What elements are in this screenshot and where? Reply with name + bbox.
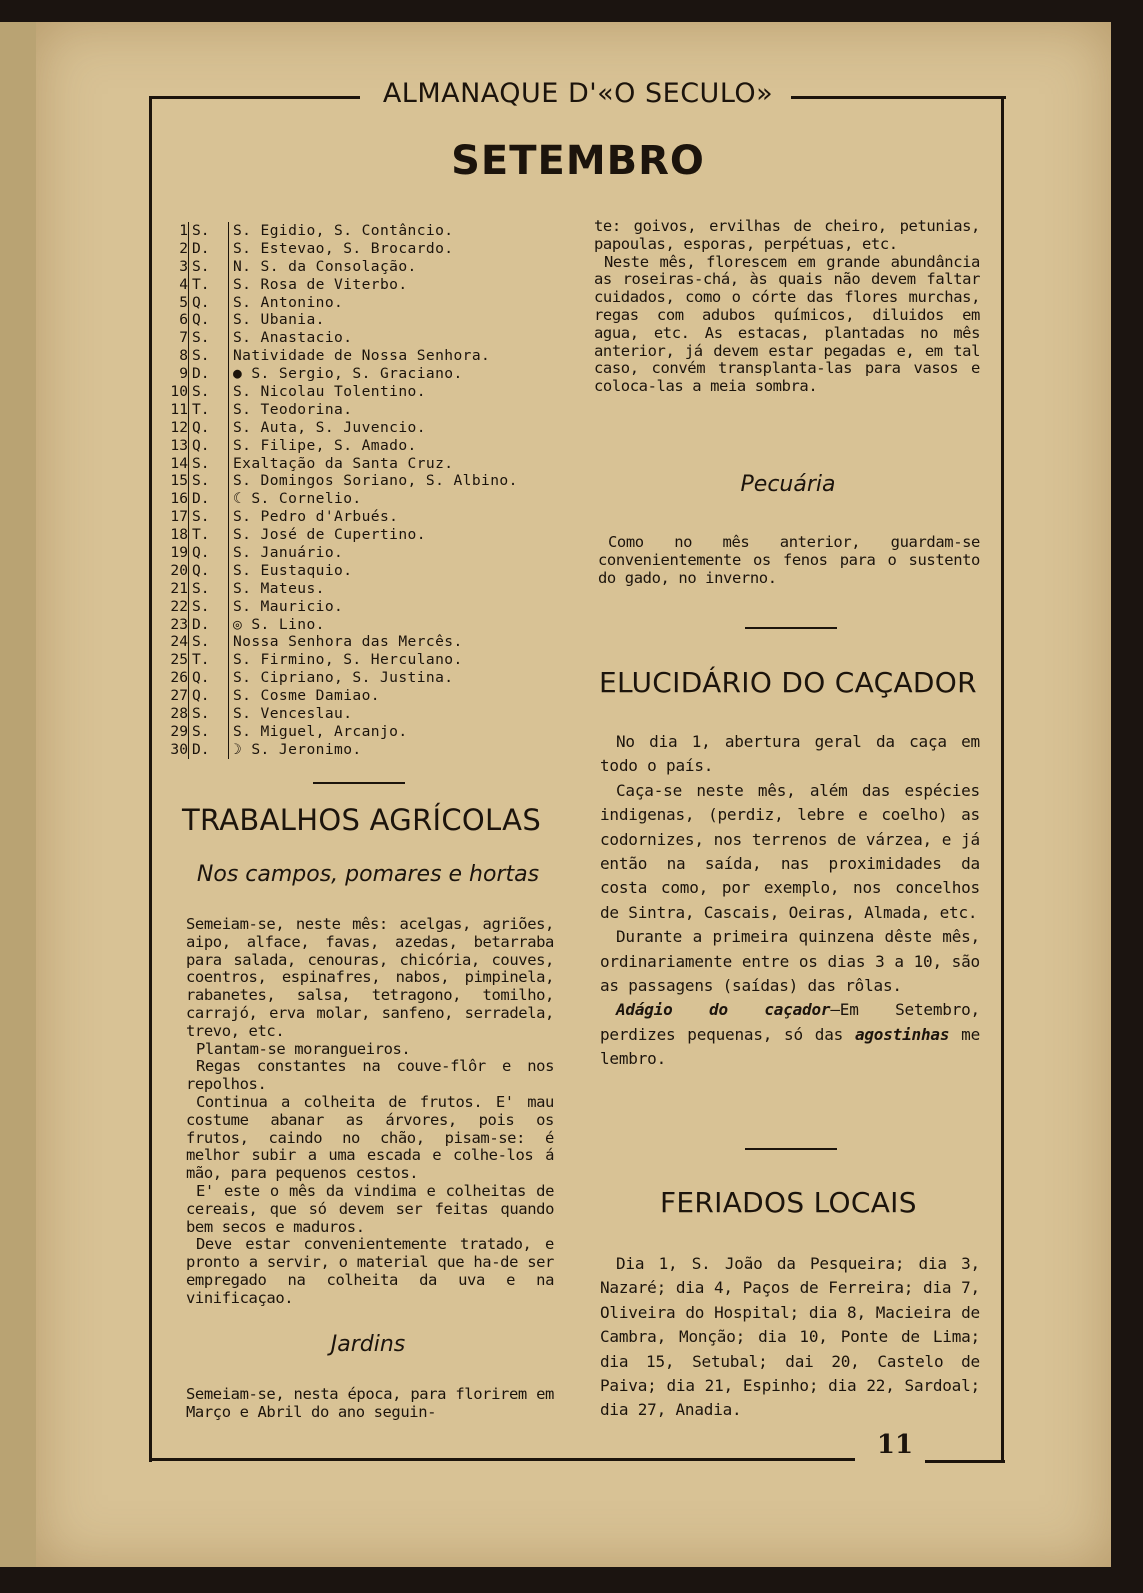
- calendar-weekday: D.: [188, 365, 228, 383]
- calendar-day: 5: [179, 293, 188, 311]
- jardins-text: [186, 1386, 554, 1422]
- adagio-label: Adágio do caçador: [616, 1000, 831, 1020]
- adagio-emphasis: agostinhas: [854, 1024, 950, 1044]
- calendar-saint: S. Eustaquio.: [228, 562, 352, 580]
- cacador-text: [600, 730, 980, 1072]
- adagio-text: —Em Setembro, perdizes pequenas, só das: [600, 1000, 980, 1044]
- section-divider: [745, 1148, 837, 1150]
- jardins-paragraph: Semeiam-se, nesta época, para florirem em Março e Abril do ano seguin-: [186, 1385, 554, 1421]
- calendar-weekday: S.: [188, 723, 228, 741]
- month-title: SETEMBRO: [451, 138, 705, 184]
- calendar-weekday: Q.: [188, 437, 228, 455]
- trabalhos-subtitle: Nos campos, pomares e hortas: [196, 862, 540, 887]
- calendar-row: [166, 633, 586, 651]
- calendar-weekday: D.: [188, 240, 228, 258]
- cacador-adagio: [600, 998, 980, 1071]
- calendar-weekday: S.: [188, 222, 228, 240]
- calendar-row: [166, 687, 586, 705]
- frame-rule-right: [1001, 96, 1004, 1462]
- calendar-day: 25: [170, 651, 188, 669]
- frame-rule-bottom: [150, 1458, 855, 1461]
- calendar-day: 11: [170, 400, 188, 418]
- calendar-weekday: Q.: [188, 669, 228, 687]
- calendar-day: 19: [170, 544, 188, 562]
- calendar-day: 10: [170, 383, 188, 401]
- calendar-day: 29: [170, 722, 188, 740]
- calendar-weekday: S.: [188, 598, 228, 616]
- frame-rule-bottom-right: [925, 1460, 1005, 1463]
- calendar-saint: S. Januário.: [228, 544, 343, 562]
- calendar-saint: S. José de Cupertino.: [228, 526, 426, 544]
- calendar-day: 23: [170, 615, 188, 633]
- header-rule-left: [150, 96, 360, 99]
- jardins-title: Jardins: [330, 1332, 406, 1357]
- calendar-weekday: S.: [188, 508, 228, 526]
- calendar-saint: S. Auta, S. Juvencio.: [228, 419, 426, 437]
- calendar-day: 6: [179, 311, 188, 329]
- feriados-text: [600, 1252, 980, 1423]
- calendar-row: [166, 651, 586, 669]
- calendar-day: 4: [179, 275, 188, 293]
- cacador-paragraph: Caça-se neste mês, além das espécies indigenas, (perdiz, lebre e coelho) as codornizes, nos terrenos de várzea, e já então na saída, nas proximidades da costa como, por exemplo, nos concelhos de Sintra, Cascais, Oeiras, Almada, etc.: [600, 780, 980, 922]
- jardins-paragraph: Neste mês, florescem em grande abundância as roseiras-chá, às quais não devem faltar cuidados, como o córte das flores murchas, regas com adubos químicos, diluidos em agua, etc. As estacas, plantadas no mês anterior, já devem estar pegadas e, em tal caso, convém transplanta-las para vasos e coloca-las a meia sombra.: [594, 252, 980, 396]
- section-divider: [313, 782, 405, 784]
- calendar-weekday: S.: [188, 455, 228, 473]
- calendar-weekday: T.: [188, 401, 228, 419]
- cacador-paragraph: Durante a primeira quinzena dêste mês, ordinariamente entre os dias 3 a 10, são as passagens (saídas) das rôlas.: [600, 927, 980, 996]
- trabalhos-text: [186, 916, 554, 1308]
- trabalhos-paragraph: Deve estar convenientemente tratado, e pronto a servir, o material que ha-de ser empregado na colheita da uva e na vinificaçao.: [186, 1235, 554, 1307]
- feriados-paragraph: Dia 1, S. João da Pesqueira; dia 3, Nazaré; dia 4, Paços de Ferreira; dia 7, Oliveira do Hospital; dia 8, Macieira de Cambra, Monção; dia 10, Ponte de Lima; dia 15, Setubal; dai 20, Castelo de Paiva; dia 21, Espinho; dia 22, Sardoal; dia 27, Anadia.: [600, 1254, 980, 1420]
- calendar-row: [166, 383, 586, 401]
- calendar-row: [166, 705, 586, 723]
- cacador-title: ELUCIDÁRIO DO CAÇADOR: [599, 666, 977, 699]
- calendar-row: [166, 580, 586, 598]
- calendar-saint: Exaltação da Santa Cruz.: [228, 455, 453, 473]
- calendar-row: [166, 598, 586, 616]
- calendar-day: 13: [170, 436, 188, 454]
- calendar-row: [166, 329, 586, 347]
- calendar-saint: Nossa Senhora das Mercês.: [228, 633, 463, 651]
- calendar-weekday: Q.: [188, 311, 228, 329]
- calendar-saint: S. Mauricio.: [228, 598, 343, 616]
- calendar-row: [166, 616, 586, 634]
- calendar-row: [166, 669, 586, 687]
- calendar-row: [166, 437, 586, 455]
- calendar-saint: S. Estevao, S. Brocardo.: [228, 240, 453, 258]
- calendar-weekday: D.: [188, 616, 228, 634]
- calendar-weekday: S.: [188, 580, 228, 598]
- calendar-saint: ● S. Sergio, S. Graciano.: [228, 365, 463, 383]
- calendar-weekday: T.: [188, 526, 228, 544]
- calendar-day: 8: [179, 347, 188, 365]
- calendar-weekday: S.: [188, 258, 228, 276]
- calendar-day: 9: [179, 365, 188, 383]
- calendar-weekday: S.: [188, 633, 228, 651]
- calendar-weekday: D.: [188, 741, 228, 759]
- trabalhos-paragraph: Semeiam-se, neste mês: acelgas, agriões, aipo, alface, favas, azedas, betarraba para salada, cenouras, chicória, couves, coentros, espinafres, nabos, pimpinela, rabanetes, salsa, tetragono, tomilho, carrajó, erva molar, sanfeno, serradela, trevo, etc.: [186, 915, 554, 1040]
- pecuaria-title: Pecuária: [740, 472, 836, 497]
- calendar-weekday: Q.: [188, 294, 228, 312]
- calendar-row: [166, 562, 586, 580]
- trabalhos-paragraph: E' este o mês da vindima e colheitas de cereais, que só devem ser feitas quando bem secos e maduros.: [186, 1181, 554, 1236]
- adagio-text-end: me lembro.: [600, 1024, 981, 1069]
- calendar-saint: ◎ S. Lino.: [228, 616, 325, 634]
- calendar-saint: S. Nicolau Tolentino.: [228, 383, 426, 401]
- pecuaria-text: [598, 534, 980, 587]
- page-number: 11: [876, 1430, 914, 1460]
- calendar-row: [166, 472, 586, 490]
- calendar-saint: S. Cosme Damiao.: [228, 687, 380, 705]
- calendar-weekday: D.: [188, 490, 228, 508]
- calendar-row: [166, 526, 586, 544]
- calendar-weekday: S.: [188, 705, 228, 723]
- calendar-row: [166, 544, 586, 562]
- calendar-row: [166, 311, 586, 329]
- calendar-saint: S. Mateus.: [228, 580, 325, 598]
- calendar-day: 14: [170, 454, 188, 472]
- calendar-row: [166, 508, 586, 526]
- calendar-saint: S. Rosa de Viterbo.: [228, 276, 408, 294]
- almanac-title: ALMANAQUE D'«O SECULO»: [382, 78, 774, 109]
- calendar-saint: S. Pedro d'Arbués.: [228, 508, 398, 526]
- calendar-saint: S. Venceslau.: [228, 705, 352, 723]
- calendar-day: 28: [170, 705, 188, 723]
- calendar-weekday: T.: [188, 276, 228, 294]
- calendar-row: [166, 401, 586, 419]
- calendar-saint: S. Domingos Soriano, S. Albino.: [228, 472, 518, 490]
- calendar-day: 26: [170, 669, 188, 687]
- calendar-row: [166, 294, 586, 312]
- calendar-saint: S. Filipe, S. Amado.: [228, 437, 417, 455]
- header-rule-right: [791, 96, 1006, 99]
- calendar-saint: S. Egidio, S. Contâncio.: [228, 222, 453, 240]
- calendar-row: [166, 419, 586, 437]
- calendar-row: [166, 455, 586, 473]
- pecuaria-paragraph: Como no mês anterior, guardam-se convenientemente os fenos para o sustento do gado, no inverno.: [598, 533, 980, 587]
- calendar-row: [166, 723, 586, 741]
- calendar-row: [166, 741, 586, 759]
- page-binding-edge: [0, 22, 38, 1567]
- trabalhos-paragraph: Regas constantes na couve-flôr e nos repolhos.: [186, 1057, 554, 1094]
- calendar-day: 2: [179, 239, 188, 257]
- calendar-weekday: S.: [188, 472, 228, 490]
- section-divider: [745, 627, 837, 629]
- calendar-weekday: Q.: [188, 419, 228, 437]
- calendar-weekday: Q.: [188, 562, 228, 580]
- calendar-weekday: S.: [188, 329, 228, 347]
- calendar-day: 27: [170, 687, 188, 705]
- calendar-saint: S. Firmino, S. Herculano.: [228, 651, 463, 669]
- calendar-weekday: S.: [188, 347, 228, 365]
- saints-calendar: [166, 222, 586, 759]
- calendar-day: 24: [170, 633, 188, 651]
- calendar-day: 17: [170, 508, 188, 526]
- feriados-title: FERIADOS LOCAIS: [660, 1186, 917, 1219]
- calendar-row: [166, 365, 586, 383]
- calendar-row: [166, 222, 586, 240]
- calendar-day: 21: [170, 579, 188, 597]
- calendar-weekday: T.: [188, 651, 228, 669]
- calendar-row: [166, 258, 586, 276]
- calendar-day: 12: [170, 418, 188, 436]
- calendar-row: [166, 490, 586, 508]
- trabalhos-paragraph: Plantam-se morangueiros.: [196, 1039, 411, 1058]
- calendar-day: 7: [179, 329, 188, 347]
- calendar-saint: S. Anastacio.: [228, 329, 352, 347]
- cacador-paragraph: No dia 1, abertura geral da caça em todo o país.: [600, 732, 980, 776]
- calendar-saint: Natividade de Nossa Senhora.: [228, 347, 490, 365]
- calendar-day: 3: [179, 257, 188, 275]
- calendar-row: [166, 240, 586, 258]
- trabalhos-title: TRABALHOS AGRÍCOLAS: [182, 803, 542, 837]
- calendar-saint: S. Ubania.: [228, 311, 325, 329]
- calendar-weekday: S.: [188, 383, 228, 401]
- trabalhos-paragraph: Continua a colheita de frutos. E' mau costume abanar as árvores, pois os frutos, caindo no chão, pisam-se: é melhor subir a uma escada e colhe-los á mão, para pequenos cestos.: [186, 1092, 554, 1183]
- jardins-paragraph: te: goivos, ervilhas de cheiro, petunias, papoulas, esporas, perpétuas, etc.: [594, 217, 980, 253]
- calendar-saint: S. Cipriano, S. Justina.: [228, 669, 453, 687]
- calendar-day: 16: [170, 490, 188, 508]
- running-header: [150, 78, 1006, 112]
- calendar-day: 30: [170, 740, 188, 758]
- calendar-day: 22: [170, 597, 188, 615]
- calendar-saint: N. S. da Consolação.: [228, 258, 417, 276]
- calendar-row: [166, 276, 586, 294]
- calendar-weekday: Q.: [188, 687, 228, 705]
- calendar-day: 20: [170, 561, 188, 579]
- calendar-day: 1: [179, 222, 188, 239]
- jardins-continued-text: [594, 218, 980, 396]
- calendar-saint: S. Teodorina.: [228, 401, 352, 419]
- calendar-row: [166, 347, 586, 365]
- calendar-saint: ☽ S. Jeronimo.: [228, 741, 362, 759]
- calendar-day: 15: [170, 472, 188, 490]
- calendar-weekday: Q.: [188, 544, 228, 562]
- calendar-saint: S. Miguel, Arcanjo.: [228, 723, 408, 741]
- calendar-saint: ☾ S. Cornelio.: [228, 490, 362, 508]
- calendar-day: 18: [170, 526, 188, 544]
- frame-rule-left: [149, 96, 152, 1462]
- calendar-saint: S. Antonino.: [228, 294, 343, 312]
